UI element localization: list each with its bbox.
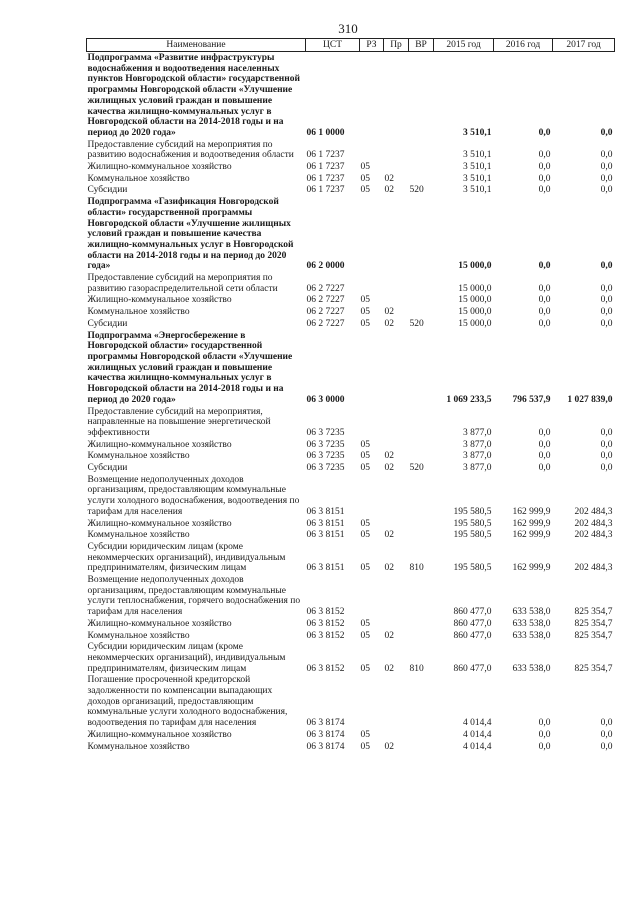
row-pr: 02 [384,741,394,752]
row-cst: 06 3 8152 [306,663,345,674]
row-cst: 06 1 7237 [306,162,345,173]
row-rz: 05 [360,295,370,306]
row-2015: 195 580,5 [453,518,492,529]
row-2016: 0,0 [538,185,551,196]
row-pr [384,161,409,173]
row-2015: 15 000,0 [458,307,492,318]
table-row [87,641,615,674]
row-name: Подпрограмма «Газификация Новгородской области» государственной программы Новгородской области «Улучшение жилищных условий граждан и повышение качества жилищно-коммунальных услуг в Новгородской области на 2014-2018 годы и на период до 2020 года» [87,197,294,272]
row-cst: 06 3 7235 [306,427,345,438]
row-vr [409,173,434,185]
column-header-2016: 2016 год [494,39,553,52]
row-rz: 05 [360,729,370,740]
row-vr [409,139,434,161]
row-rz: 05 [360,185,370,196]
row-cst: 06 3 8151 [306,563,345,574]
row-vr [409,674,434,729]
table-row [87,574,615,618]
row-vr [409,272,434,294]
table-row [87,406,615,439]
row-vr [409,330,434,406]
row-cst: 06 1 7237 [306,150,345,161]
row-rz: 05 [360,663,370,674]
row-2016: 633 538,0 [512,618,551,629]
row-cst: 06 3 8152 [306,618,345,629]
row-2017: 0,0 [600,185,613,196]
table-row [87,729,615,741]
row-rz [360,406,384,439]
row-rz [360,474,384,518]
row-2015: 195 580,5 [453,506,492,517]
row-rz: 05 [360,530,370,541]
row-name: Коммунальное хозяйство [87,307,190,318]
row-2017: 202 484,3 [574,530,613,541]
row-2015: 3 877,0 [463,463,492,474]
row-2015: 3 510,1 [463,162,492,173]
table-row [87,541,615,574]
row-2016: 0,0 [538,150,551,161]
table-row [87,630,615,642]
row-cst: 06 1 7237 [306,185,345,196]
row-pr [384,474,409,518]
row-2016: 162 999,9 [512,563,551,574]
row-vr [409,196,434,272]
row-cst: 06 2 7227 [306,318,345,329]
row-name: Субсидии юридическим лицам (кроме некоммерческих организаций), индивидуальным предпринимателям, физическим лицам [87,541,286,574]
row-2017: 0,0 [600,162,613,173]
row-name: Предоставление субсидий на мероприятия по развитию водоснабжения и водоотведения области [87,139,294,161]
row-2015: 3 510,1 [463,127,492,138]
table-row [87,529,615,541]
row-2016: 0,0 [538,729,551,740]
row-2016: 0,0 [538,318,551,329]
table-row [87,318,615,330]
row-2016: 633 538,0 [512,607,551,618]
row-2017: 0,0 [600,451,613,462]
row-name: Жилищно-коммунальное хозяйство [87,162,232,173]
row-2015: 15 000,0 [458,318,492,329]
row-pr: 02 [384,307,394,318]
row-pr [384,618,409,630]
row-2015: 3 510,1 [463,185,492,196]
table-row [87,518,615,530]
row-2016: 0,0 [538,307,551,318]
row-2015: 860 477,0 [453,607,492,618]
row-rz [360,139,384,161]
table-row [87,450,615,462]
row-pr [384,674,409,729]
row-vr [409,439,434,451]
table-row [87,184,615,196]
column-header-cst: ЦСТ [306,39,360,52]
row-pr [384,52,409,139]
row-2017: 0,0 [600,127,613,138]
table-row [87,294,615,306]
row-vr [409,294,434,306]
row-2016: 162 999,9 [512,530,551,541]
row-name: Жилищно-коммунальное хозяйство [87,618,232,629]
row-pr: 02 [384,630,394,641]
row-pr: 02 [384,185,394,196]
row-2017: 1 027 839,0 [567,394,613,405]
table-row [87,139,615,161]
row-2017: 825 354,7 [574,663,613,674]
table-row [87,330,615,406]
row-vr [409,529,434,541]
row-cst: 06 3 8151 [306,530,345,541]
row-pr [384,518,409,530]
row-rz [360,330,384,406]
row-name: Жилищно-коммунальное хозяйство [87,295,232,306]
row-name: Жилищно-коммунальное хозяйство [87,439,232,450]
table-row [87,462,615,474]
row-2016: 0,0 [538,173,551,184]
row-rz: 05 [360,307,370,318]
row-rz: 05 [360,630,370,641]
row-vr: 520 [409,318,424,329]
row-pr: 02 [384,530,394,541]
row-rz: 05 [360,162,370,173]
row-2016: 162 999,9 [512,506,551,517]
row-name: Субсидии юридическим лицам (кроме некоммерческих организаций), индивидуальным предпринимателям, физическим лицам [87,642,286,674]
row-rz: 05 [360,741,370,752]
table-header-row [87,39,615,52]
row-pr [384,196,409,272]
row-vr [409,729,434,741]
row-pr: 02 [384,463,394,474]
row-rz: 05 [360,318,370,329]
row-2017: 825 354,7 [574,607,613,618]
row-vr [409,306,434,318]
row-2015: 4 014,4 [463,718,492,729]
row-rz: 05 [360,439,370,450]
row-cst: 06 3 0000 [306,394,345,405]
row-name: Субсидии [87,463,128,474]
row-2015: 860 477,0 [453,618,492,629]
column-header-name: Наименование [87,39,306,52]
row-cst: 06 2 7227 [306,283,345,294]
table-body [87,52,615,753]
row-2015: 4 014,4 [463,741,492,752]
row-2017: 0,0 [600,295,613,306]
row-2015: 195 580,5 [453,530,492,541]
row-2015: 195 580,5 [453,563,492,574]
row-cst: 06 1 7237 [306,173,345,184]
row-vr [409,406,434,439]
row-2015: 15 000,0 [458,261,492,272]
row-vr [409,574,434,618]
row-rz: 05 [360,173,370,184]
row-cst: 06 3 8151 [306,518,345,529]
row-2017: 0,0 [600,283,613,294]
row-name: Подпрограмма «Энергосбережение в Новгородской области» государственной программы Новгородской области «Улучшение жилищных условий граждан и повышение качества жилищно-коммунальных услуг в Новгородской области на 2014-2018 годы и на период до 2020 года» [87,330,293,405]
row-pr: 02 [384,173,394,184]
row-cst: 06 3 7235 [306,451,345,462]
table-row [87,161,615,173]
page-number: 310 [338,21,358,36]
row-2015: 3 877,0 [463,439,492,450]
row-cst: 06 3 8174 [306,729,345,740]
row-2017: 0,0 [600,463,613,474]
row-cst: 06 1 0000 [306,127,345,138]
table-row [87,741,615,753]
row-2016: 0,0 [538,261,551,272]
row-vr [409,630,434,642]
row-2015: 15 000,0 [458,295,492,306]
row-name: Погашение просроченной кредиторской задолженности по компенсации выпадающих доходов организаций, предоставляющим коммунальные услуги холодного водоснабжения, водоотведения по тарифам для населения [87,675,288,729]
row-name: Коммунальное хозяйство [87,451,190,462]
row-2016: 0,0 [538,162,551,173]
row-pr [384,406,409,439]
row-name: Подпрограмма «Развитие инфраструктуры водоснабжения и водоотведения населенных пунктов Новгородской области» государственной программы Новгородской области «Улучшение жилищных условий граждан и повышение качества жилищно-коммунальных услуг в Новгородской области на 2014-2018 годы и на период до 2020 года» [87,53,300,138]
row-vr [409,518,434,530]
row-2016: 0,0 [538,741,551,752]
table-row [87,439,615,451]
row-2017: 0,0 [600,427,613,438]
row-2016: 162 999,9 [512,518,551,529]
budget-table [86,38,615,752]
row-vr [409,52,434,139]
row-vr [409,474,434,518]
row-2015: 860 477,0 [453,663,492,674]
row-2017: 0,0 [600,439,613,450]
row-rz: 05 [360,563,370,574]
row-pr: 02 [384,318,394,329]
row-pr [384,729,409,741]
row-name: Жилищно-коммунальное хозяйство [87,729,232,740]
row-pr [384,439,409,451]
row-rz: 05 [360,618,370,629]
row-rz [360,574,384,618]
table-row [87,674,615,729]
row-name: Жилищно-коммунальное хозяйство [87,518,232,529]
row-2017: 0,0 [600,150,613,161]
row-vr [409,741,434,753]
row-name: Предоставление субсидий на мероприятия, направленные на повышение энергетической эффективности [87,406,271,438]
row-2017: 202 484,3 [574,518,613,529]
row-rz [360,674,384,729]
row-2015: 4 014,4 [463,729,492,740]
row-vr [409,161,434,173]
row-2017: 0,0 [600,718,613,729]
row-pr: 02 [384,663,394,674]
row-pr [384,294,409,306]
row-cst: 06 2 7227 [306,307,345,318]
row-name: Субсидии [87,318,128,329]
row-cst: 06 3 8152 [306,607,345,618]
row-2017: 0,0 [600,261,613,272]
row-name: Коммунальное хозяйство [87,630,190,641]
row-cst: 06 2 0000 [306,261,345,272]
row-cst: 06 3 8174 [306,741,345,752]
row-pr: 02 [384,563,394,574]
row-cst: 06 3 8151 [306,506,345,517]
row-2017: 202 484,3 [574,563,613,574]
row-2015: 3 877,0 [463,427,492,438]
row-2016: 0,0 [538,439,551,450]
row-2017: 0,0 [600,729,613,740]
row-2016: 0,0 [538,463,551,474]
row-pr [384,574,409,618]
row-rz [360,196,384,272]
table-row [87,52,615,139]
row-2016: 0,0 [538,295,551,306]
row-vr: 520 [409,185,424,196]
row-cst: 06 3 7235 [306,439,345,450]
row-cst: 06 2 7227 [306,295,345,306]
row-2017: 0,0 [600,173,613,184]
row-name: Предоставление субсидий на мероприятия по развитию газораспределительной сети области [87,273,278,294]
row-2015: 3 510,1 [463,150,492,161]
row-2016: 796 537,9 [512,394,551,405]
column-header-vr: ВР [409,39,434,52]
row-name: Субсидии [87,185,128,196]
table-row [87,474,615,518]
table-row [87,618,615,630]
row-vr [409,450,434,462]
row-2017: 0,0 [600,307,613,318]
row-2015: 860 477,0 [453,630,492,641]
row-rz [360,272,384,294]
column-header-2015: 2015 год [434,39,494,52]
row-cst: 06 3 7235 [306,463,345,474]
row-2016: 633 538,0 [512,663,551,674]
row-2016: 0,0 [538,127,551,138]
row-2017: 202 484,3 [574,506,613,517]
row-vr: 520 [409,463,424,474]
row-2017: 825 354,7 [574,630,613,641]
row-2016: 0,0 [538,283,551,294]
row-2016: 0,0 [538,427,551,438]
row-pr [384,330,409,406]
row-pr: 02 [384,451,394,462]
table-row [87,306,615,318]
table-row [87,173,615,185]
row-pr [384,272,409,294]
row-2017: 825 354,7 [574,618,613,629]
table-row [87,196,615,272]
row-cst: 06 3 8174 [306,718,345,729]
row-2015: 3 877,0 [463,451,492,462]
row-vr [409,618,434,630]
row-2015: 3 510,1 [463,173,492,184]
row-2015: 1 069 233,5 [446,394,492,405]
column-header-pr: Пр [384,39,409,52]
row-vr: 810 [409,563,424,574]
row-rz [360,52,384,139]
column-header-2017: 2017 год [553,39,615,52]
row-2015: 15 000,0 [458,283,492,294]
row-2016: 0,0 [538,718,551,729]
row-rz: 05 [360,518,370,529]
column-header-rz: РЗ [360,39,384,52]
row-2017: 0,0 [600,741,613,752]
table-row [87,272,615,294]
row-name: Коммунальное хозяйство [87,530,190,541]
row-name: Коммунальное хозяйство [87,741,190,752]
row-vr: 810 [409,663,424,674]
row-rz: 05 [360,463,370,474]
row-cst: 06 3 8152 [306,630,345,641]
row-2016: 633 538,0 [512,630,551,641]
row-rz: 05 [360,451,370,462]
row-2017: 0,0 [600,318,613,329]
row-2016: 0,0 [538,451,551,462]
row-pr [384,139,409,161]
row-name: Коммунальное хозяйство [87,173,190,184]
row-name: Возмещение недополученных доходов организациям, предоставляющим коммунальные услуги теплоснабжения, горячего водоснабжения по тарифам для населения [87,575,301,618]
row-name: Возмещение недополученных доходов организациям, предоставляющим коммунальные услуги холодного водоснабжения, водоотведения по тарифам для населения [87,474,300,517]
